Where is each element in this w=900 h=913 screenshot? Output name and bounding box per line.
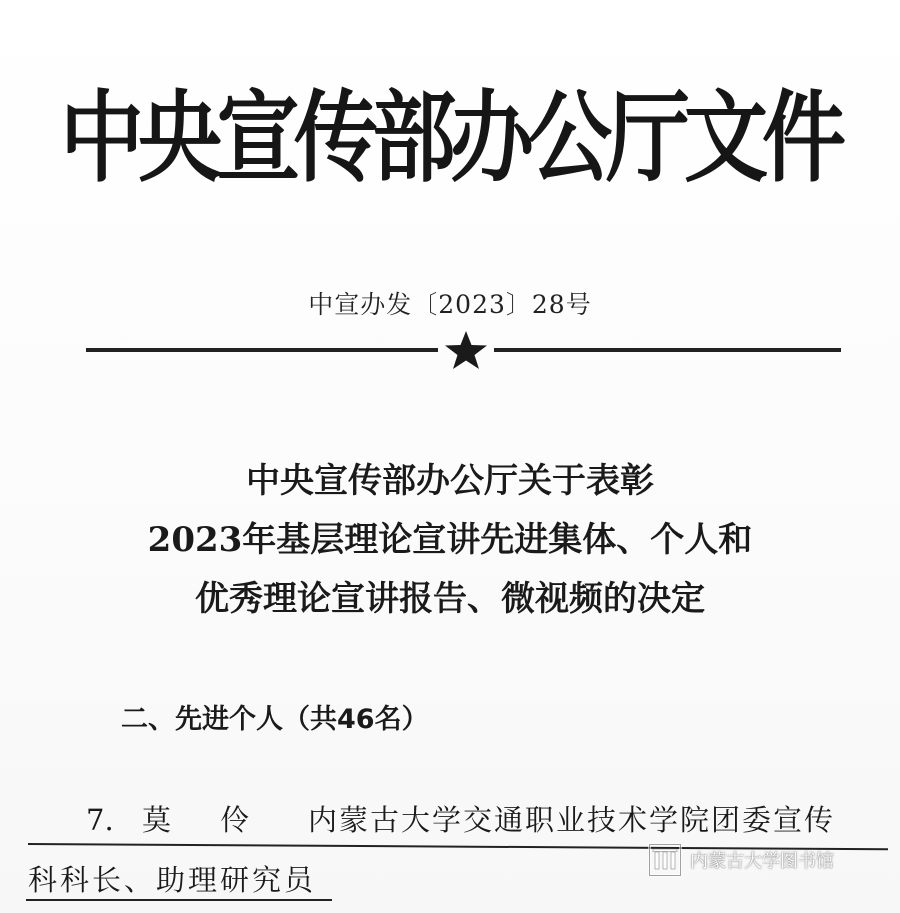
document-number: 中宣办发〔2023〕28号 (308, 290, 592, 319)
library-logo-icon (648, 843, 682, 877)
header-divider (86, 340, 841, 362)
entry-first-line (86, 798, 900, 839)
decision-title-line-1: 中央宣传部办公厅关于表彰 (246, 461, 654, 501)
issuer-title: 中央宣传部办公厅文件 (59, 79, 840, 196)
entry-name: 莫 伶 (142, 803, 270, 837)
section-heading: 二、先进个人（共46名） (121, 704, 429, 735)
decision-title-line-2: 2023年基层理论宣讲先进集体、个人和 (147, 520, 753, 560)
watermark (648, 843, 834, 877)
entry-organization-line-1: 内蒙古大学交通职业技术学院团委宣传 (308, 803, 836, 837)
entry-underline-2 (26, 899, 332, 901)
watermark-text: 内蒙古大学图书馆 (690, 851, 834, 872)
star-icon (443, 330, 489, 370)
decision-title-line-3: 优秀理论宣讲报告、微视频的决定 (195, 579, 705, 619)
entry-organization-line-2: 科科长、助理研究员 (28, 863, 317, 897)
divider-line-left (86, 348, 438, 352)
divider-line-right (494, 348, 841, 352)
entry-number: 7. (86, 803, 114, 837)
decision-title (0, 452, 900, 629)
